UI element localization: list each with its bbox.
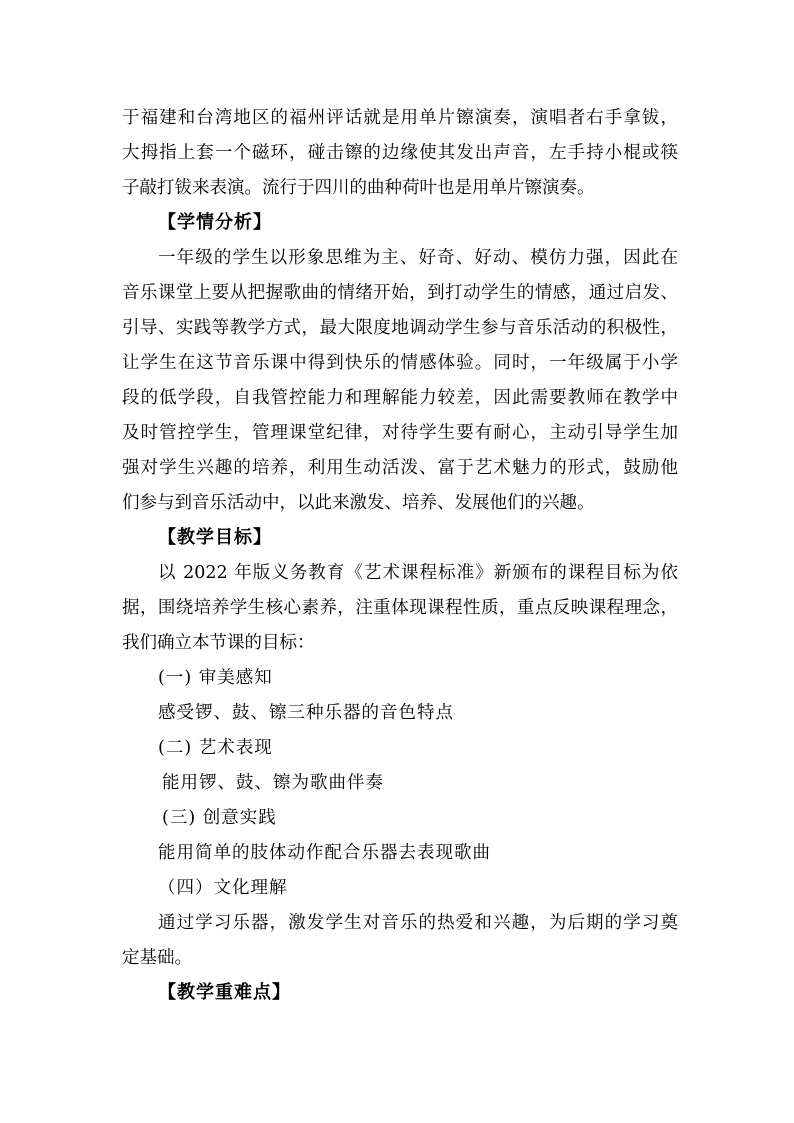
paragraph-line: 段的低学段，自我管控能力和理解能力较差，因此需要教师在教学中 [122,388,678,408]
goal-label-culture: （四）文化理解 [158,878,288,898]
section-heading-student-analysis: 【学情分析】 [158,212,272,233]
paragraph-line: 音乐课堂上要从把握歌曲的情绪开始，到打动学生的情感，通过启发、 [122,283,678,303]
goal-text-expression: 能用锣、鼓、镲为歌曲伴奏 [162,773,384,793]
goal-label-aesthetic: (一) 审美感知 [158,668,273,688]
goal-label-expression: (二) 艺术表现 [158,738,273,758]
paragraph-line: 及时管控学生，管理课堂纪律，对待学生要有耐心，主动引导学生加 [122,423,678,443]
section-heading-key-points: 【教学重难点】 [158,982,291,1003]
paragraph-line: 我们确立本节课的目标： [122,633,315,653]
goal-label-creative: (三) 创意实践 [162,808,277,828]
paragraph-line: 让学生在这节音乐课中得到快乐的情感体验。同时，一年级属于小学 [122,353,678,373]
paragraph-line: 以 2022 年版义务教育《艺术课程标准》新颁布的课程目标为依 [158,563,678,583]
paragraph-line: 于福建和台湾地区的福州评话就是用单片镲演奏，演唱者右手拿钹， [122,108,678,128]
paragraph-line: 据，围绕培养学生核心素养，注重体现课程性质，重点反映课程理念， [122,598,678,618]
paragraph-line: 子敲打钹来表演。流行于四川的曲种荷叶也是用单片镲演奏。 [122,178,595,198]
paragraph-line: 引导、实践等教学方式，最大限度地调动学生参与音乐活动的积极性， [122,318,678,338]
goal-text-creative: 能用简单的肢体动作配合乐器去表现歌曲 [158,843,491,863]
paragraph-line: 强对学生兴趣的培养，利用生动活泼、富于艺术魅力的形式，鼓励他 [122,458,678,478]
paragraph-line: 定基础。 [122,948,192,968]
section-heading-goals: 【教学目标】 [158,527,272,548]
paragraph-line: 一年级的学生以形象思维为主、好奇、好动、模仿力强，因此在 [158,248,678,268]
goal-text-aesthetic: 感受锣、鼓、镲三种乐器的音色特点 [158,703,454,723]
paragraph-line: 们参与到音乐活动中，以此来激发、培养、发展他们的兴趣。 [122,493,595,513]
paragraph-line: 通过学习乐器，激发学生对音乐的热爱和兴趣，为后期的学习奠 [158,913,678,933]
paragraph-line: 大拇指上套一个磁环，碰击镲的边缘使其发出声音，左手持小棍或筷 [122,143,678,163]
